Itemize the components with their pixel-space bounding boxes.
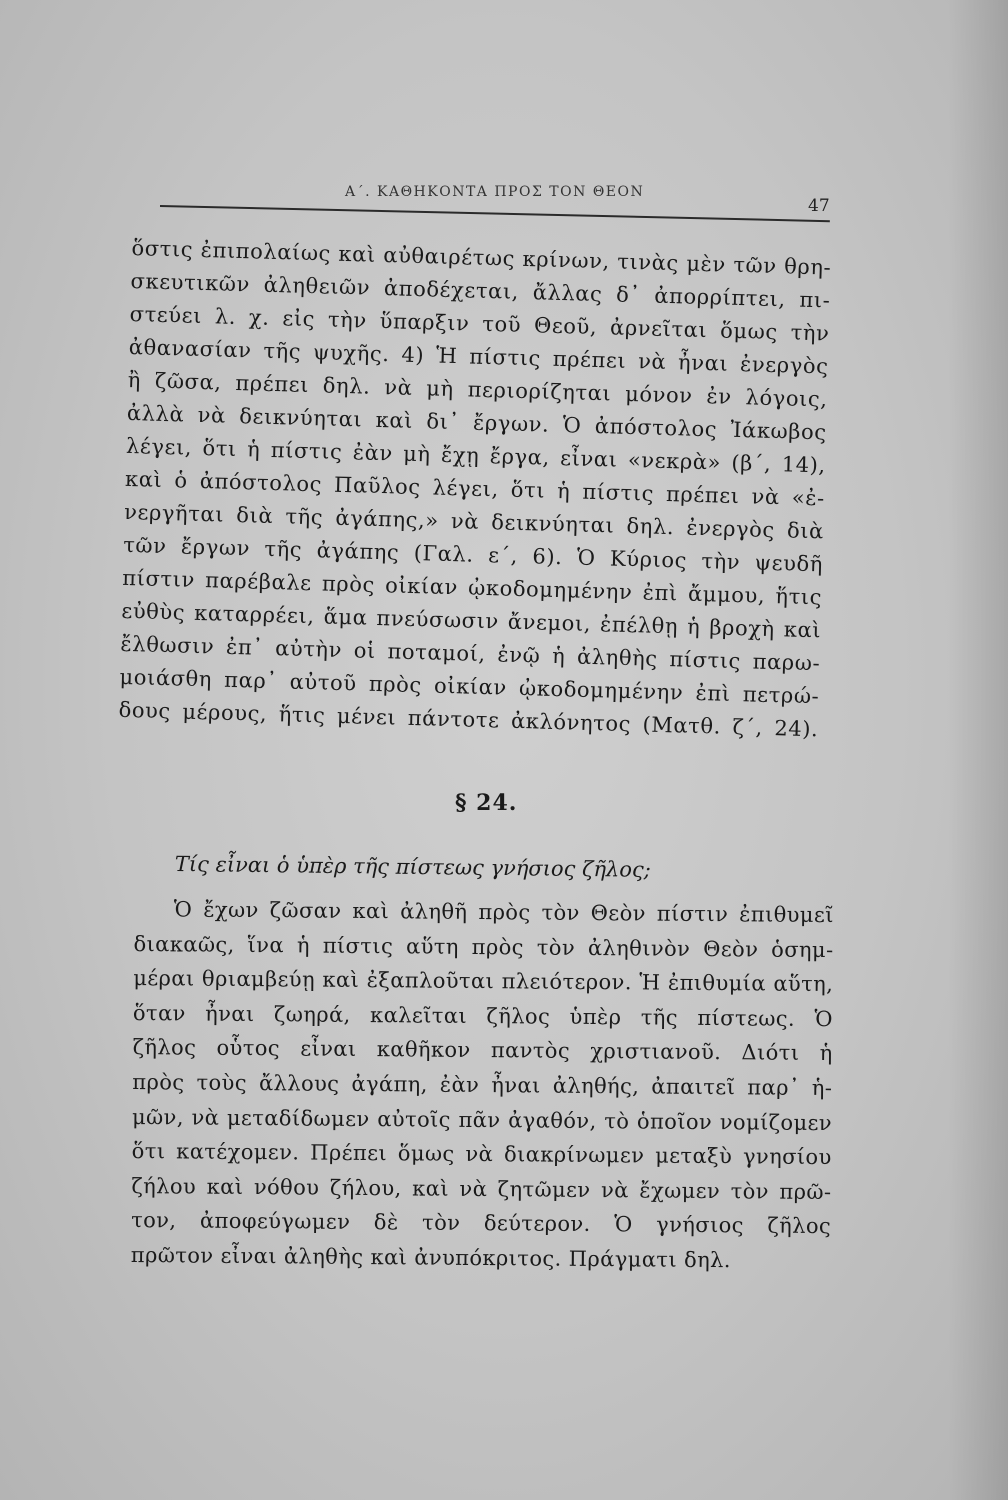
text-line: πρῶτον εἶναι ἀληθὴς καὶ ἀνυπόκριτος. Πράγματι δηλ. [130, 1242, 732, 1273]
text-line: πρὸς τοὺς ἄλλους ἀγάπη, ἐὰν ἦναι ἀληθής, ἀπαιτεῖ παρ᾿ ἡ- [132, 1069, 833, 1101]
text-line: λέγει, ὅτι ἡ πίστις ἐὰν μὴ ἔχῃ ἔργα, εἶναι «νεκρὰ» (β΄, 14), [125, 433, 827, 478]
running-header [160, 180, 830, 220]
section-question: Τίς εἶναι ὁ ὑπὲρ τῆς πίστεως γνήσιος ζῆλος; [174, 852, 651, 882]
text-line: καὶ ὁ ἀπόστολος Παῦλος λέγει, ὅτι ἡ πίστις πρέπει νὰ «ἐ- [124, 466, 826, 511]
paragraph-continued [118, 232, 832, 746]
text-line: τον, ἀποφεύγωμεν δὲ τὸν δεύτερον. Ὁ γνήσιος ζῆλος [131, 1208, 832, 1239]
text-line: ἢ ζῶσα, πρέπει δηλ. νὰ μὴ περιορίζηται μόνον ἐν λόγοις, [127, 367, 828, 412]
text-line: ὅτι κατέχομεν. Πρέπει ὅμως νὰ διακρίνωμεν μεταξὺ γνησίου [131, 1139, 832, 1170]
text-line: ἔλθωσιν ἐπ᾿ αὐτὴν οἱ ποταμοί, ἐνῷ ἡ ἀληθὴς πίστις παρω- [120, 631, 821, 676]
section-number: § 24. [455, 790, 518, 816]
text-line: δους μέρους, ἥτις μένει πάντοτε ἀκλόνητος (Ματθ. ζ΄, 24). [118, 697, 819, 742]
text-line: ὅστις ἐπιπολαίως καὶ αὐθαιρέτως κρίνων, τινὰς μὲν τῶν θρη- [131, 235, 832, 280]
header-rule [160, 205, 830, 222]
text-line: ὅταν ἦναι ζωηρά, καλεῖται ζῆλος ὑπὲρ τῆς πίστεως. Ὁ [132, 1000, 834, 1031]
text-line: εὐθὺς καταρρέει, ἅμα πνεύσωσιν ἄνεμοι, ἐπέλθῃ ἡ βροχὴ καὶ [121, 598, 822, 643]
running-header-title: Α΄. ΚΑΘΗΚΟΝΤΑ ΠΡΟΣ ΤΟΝ ΘΕΟΝ [345, 184, 645, 200]
text-line: ἀθανασίαν τῆς ψυχῆς. 4) Ἡ πίστις πρέπει νὰ ἦναι ἐνεργὸς [128, 334, 829, 379]
text-line: μοιάσθη παρ᾿ αὐτοῦ πρὸς οἰκίαν ᾠκοδομημένην ἐπὶ πετρώ- [119, 664, 820, 709]
text-line: στεύει λ. χ. εἰς τὴν ὕπαρξιν τοῦ Θεοῦ, ἀρνεῖται ὅμως τὴν [129, 301, 830, 346]
text-line: σκευτικῶν ἀληθειῶν ἀποδέχεται, ἄλλας δ᾿ ἀπορρίπτει, πι- [130, 268, 831, 313]
text-line: μῶν, νὰ μεταδίδωμεν αὐτοῖς πᾶν ἀγαθόν, τὸ ὁποῖον νομίζομεν [131, 1104, 833, 1135]
page-number: 47 [808, 196, 830, 216]
section-paragraph [131, 892, 834, 1279]
text-line: Ὁ ἔχων ζῶσαν καὶ ἀληθῆ πρὸς τὸν Θεὸν πίστιν ἐπιθυμεῖ [173, 897, 834, 928]
text-line: πίστιν παρέβαλε πρὸς οἰκίαν ᾠκοδομημένην ἐπὶ ἄμμου, ἥτις [122, 565, 823, 610]
text-line: ζήλου καὶ νόθου ζήλου, καὶ νὰ ζητῶμεν νὰ ἔχωμεν τὸν πρῶ- [131, 1173, 832, 1204]
text-line: νεργῆται διὰ τῆς ἀγάπης,» νὰ δεικνύηται δηλ. ἐνεργὸς διὰ [123, 499, 825, 544]
page-edge-shadow [948, 0, 1008, 1500]
text-line: ἀλλὰ νὰ δεικνύηται καὶ δι᾿ ἔργων. Ὁ ἀπόστολος Ἰάκωβος [126, 400, 828, 445]
text-line: διακαῶς, ἵνα ἡ πίστις αὕτη πρὸς τὸν ἀληθινὸν Θεὸν ὁσημ- [133, 931, 834, 962]
text-line: μέραι θριαμβεύῃ καὶ ἐξαπλοῦται πλειότερον. Ἡ ἐπιθυμία αὕτη, [133, 966, 834, 997]
text-line: τῶν ἔργων τῆς ἀγάπης (Γαλ. ε΄, 6). Ὁ Κύριος τὴν ψευδῆ [122, 532, 824, 577]
text-line: ζῆλος οὗτος εἶναι καθῆκον παντὸς χριστιανοῦ. Διότι ἡ [132, 1035, 833, 1066]
